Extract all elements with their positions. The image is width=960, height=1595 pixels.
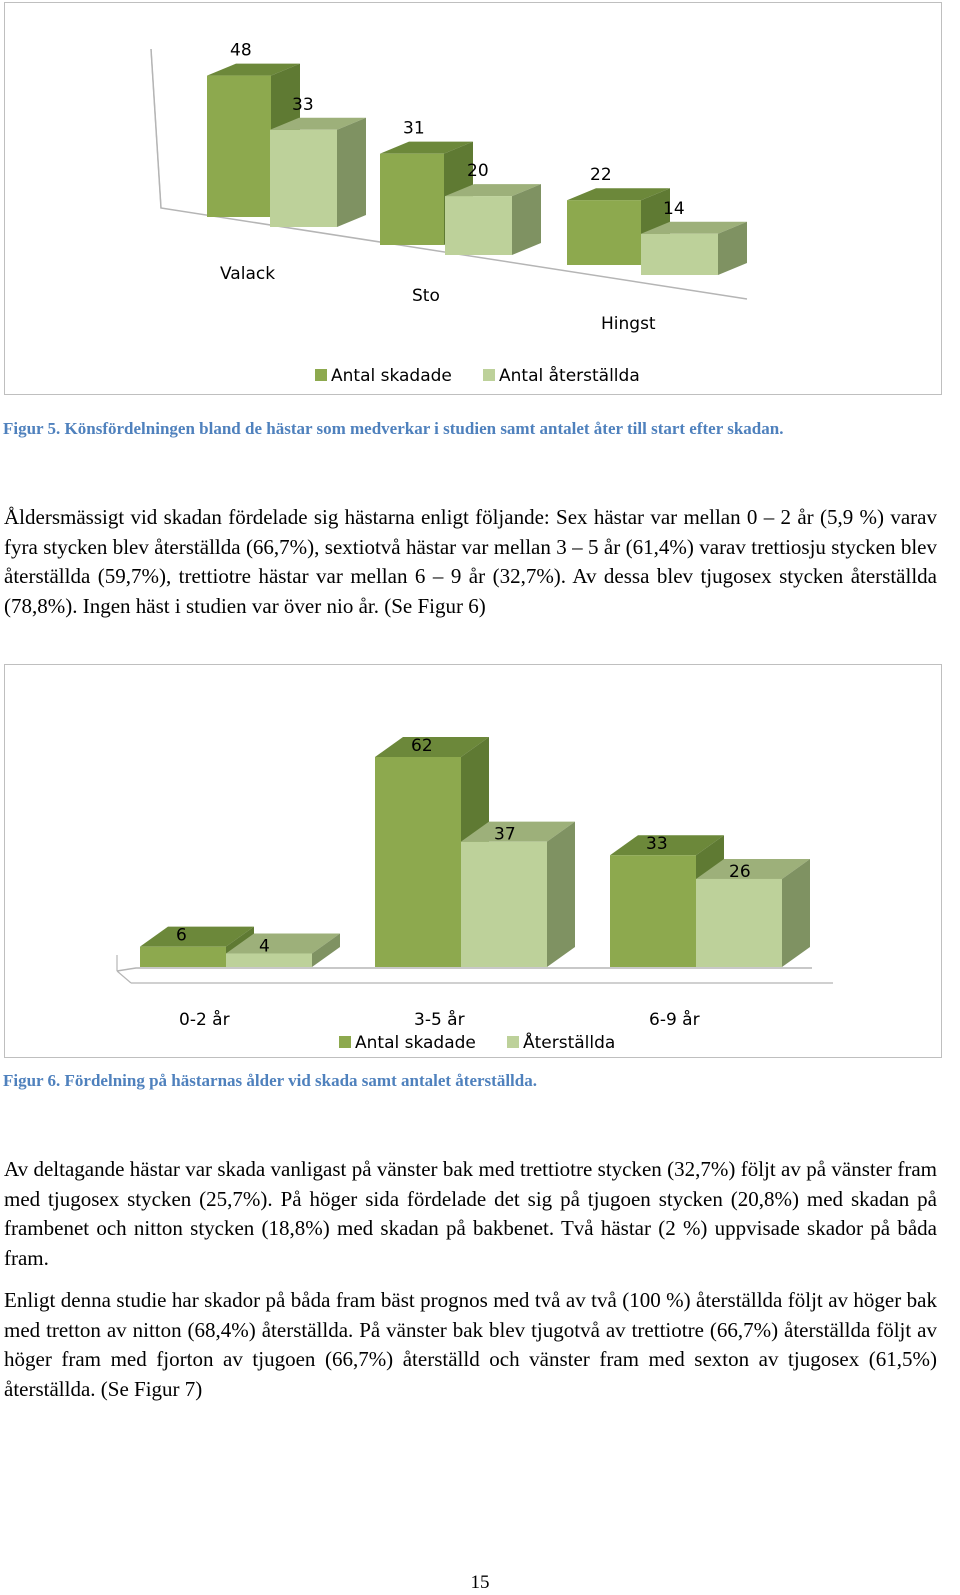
figure6-xtick-6-9: 6-9 år bbox=[649, 1010, 700, 1030]
legend-label-1: Antal återställda bbox=[499, 366, 640, 386]
figure5-bar-aterstallda-sto-label: 20 bbox=[467, 161, 489, 182]
figure6-bar-skadade-6-9 bbox=[610, 855, 696, 967]
figure6-bar-aterstallda-0-2-label: 4 bbox=[259, 936, 270, 957]
paragraph-injury-location: Av deltagande hästar var skada vanligast på vänster bak med trettiotre stycken (32,7%) följt av på vänster fram med tjugosex stycken (25,7%). På höger sida fördelade det sig på tjugoen stycken (20,8%) med skadan på frambenet och nitton stycken (18,8%) med skadan på bakbenet. Två hästar (2 %) uppvisade skador på båda fram. bbox=[4, 1157, 937, 1270]
figure6-xtick-3-5: 3-5 år bbox=[414, 1010, 465, 1030]
figure6-bar-aterstallda-6-9-label: 26 bbox=[729, 861, 751, 882]
figure5-bar-aterstallda-valack-side bbox=[337, 118, 366, 227]
figure5-bar-aterstallda-sto-side bbox=[512, 184, 541, 255]
figure5-xtick-hingst: Hingst bbox=[601, 314, 656, 334]
figure6-bar-skadade-6-9-label: 33 bbox=[646, 834, 668, 855]
figure5-bar-aterstallda-hingst bbox=[641, 234, 718, 275]
figure5-bar-skadade-hingst bbox=[567, 200, 641, 265]
figure5-bar-skadade-valack-label: 48 bbox=[230, 40, 252, 61]
figure5-xtick-valack: Valack bbox=[220, 264, 276, 284]
figure5-bar-skadade-sto bbox=[380, 154, 444, 245]
legend-label-1: Återställda bbox=[523, 1033, 616, 1053]
figure6-bar-skadade-3-5 bbox=[375, 757, 461, 967]
figure6-chart bbox=[4, 664, 942, 1058]
figure6-bar-skadade-0-2-label: 6 bbox=[176, 925, 187, 946]
figure6-xtick-0-2: 0-2 år bbox=[179, 1010, 230, 1030]
figure6-bar-aterstallda-3-5-label: 37 bbox=[494, 824, 516, 845]
figure6-bar-aterstallda-3-5-side bbox=[547, 822, 575, 967]
figure6-bar-aterstallda-6-9 bbox=[696, 879, 782, 967]
legend-swatch-0 bbox=[315, 369, 327, 381]
page-number: 15 bbox=[470, 1572, 490, 1593]
legend-swatch-0 bbox=[339, 1036, 351, 1048]
legend-label-0: Antal skadade bbox=[355, 1033, 476, 1053]
legend-swatch-1 bbox=[483, 369, 495, 381]
figure6-floor-edge bbox=[117, 971, 131, 983]
figure6-bar-skadade-3-5-label: 62 bbox=[411, 736, 433, 757]
paragraph-age-distribution: Åldersmässigt vid skadan fördelade sig hästarna enligt följande: Sex hästar var mellan 0 – 2 år (5,9 %) varav fyra stycken blev återställda (66,7%), sextiotvå hästar var mellan 3 – 5 år (61,4%) varav trettiosju stycken blev återställda (59,7%), trettiotre hästar var mellan 6 – 9 år (32,7%). Av dessa blev tjugosex stycken återställda (78,8%). Ingen häst i studien var över nio år. (Se Figur 6) bbox=[4, 505, 937, 618]
figure5-bar-skadade-sto-label: 31 bbox=[403, 118, 425, 139]
figure5-bar-aterstallda-valack-label: 33 bbox=[292, 94, 314, 115]
figure6-svg bbox=[5, 665, 941, 1057]
figure5-svg bbox=[5, 3, 941, 394]
figure6-caption: Figur 6. Fördelning på hästarnas ålder vid skada samt antalet återställda. bbox=[3, 1071, 537, 1090]
figure5-chart bbox=[4, 2, 942, 395]
figure5-bar-skadade-valack bbox=[207, 76, 271, 217]
figure5-xtick-sto: Sto bbox=[412, 286, 440, 306]
legend-label-0: Antal skadade bbox=[331, 366, 452, 386]
figure5-bar-aterstallda-hingst-label: 14 bbox=[663, 198, 685, 219]
figure6-bar-skadade-0-2 bbox=[140, 947, 226, 967]
legend-swatch-1 bbox=[507, 1036, 519, 1048]
figure5-bar-aterstallda-sto bbox=[445, 196, 512, 255]
figure5-back-axis bbox=[151, 49, 161, 208]
figure6-bar-aterstallda-3-5 bbox=[461, 842, 547, 967]
paragraph-prognosis: Enligt denna studie har skador på båda fram bäst prognos med två av två (100 %) återställda följt av höger bak med tretton av nitton (68,4%) återställda. På vänster bak blev tjugotvå av trettiotre (66,7%) återställda följt av höger fram med fjorton av tjugoen (66,7%) återställd och vänster fram med sexton av tjugosex (61,5%) återställda. (Se Figur 7) bbox=[4, 1288, 937, 1401]
figure5-bar-aterstallda-valack bbox=[270, 130, 337, 227]
figure5-caption: Figur 5. Könsfördelningen bland de hästar som medverkar i studien samt antalet åter till start efter skadan. bbox=[3, 419, 784, 438]
figure6-floor-outline bbox=[117, 968, 812, 971]
figure5-bar-skadade-hingst-label: 22 bbox=[590, 165, 612, 186]
